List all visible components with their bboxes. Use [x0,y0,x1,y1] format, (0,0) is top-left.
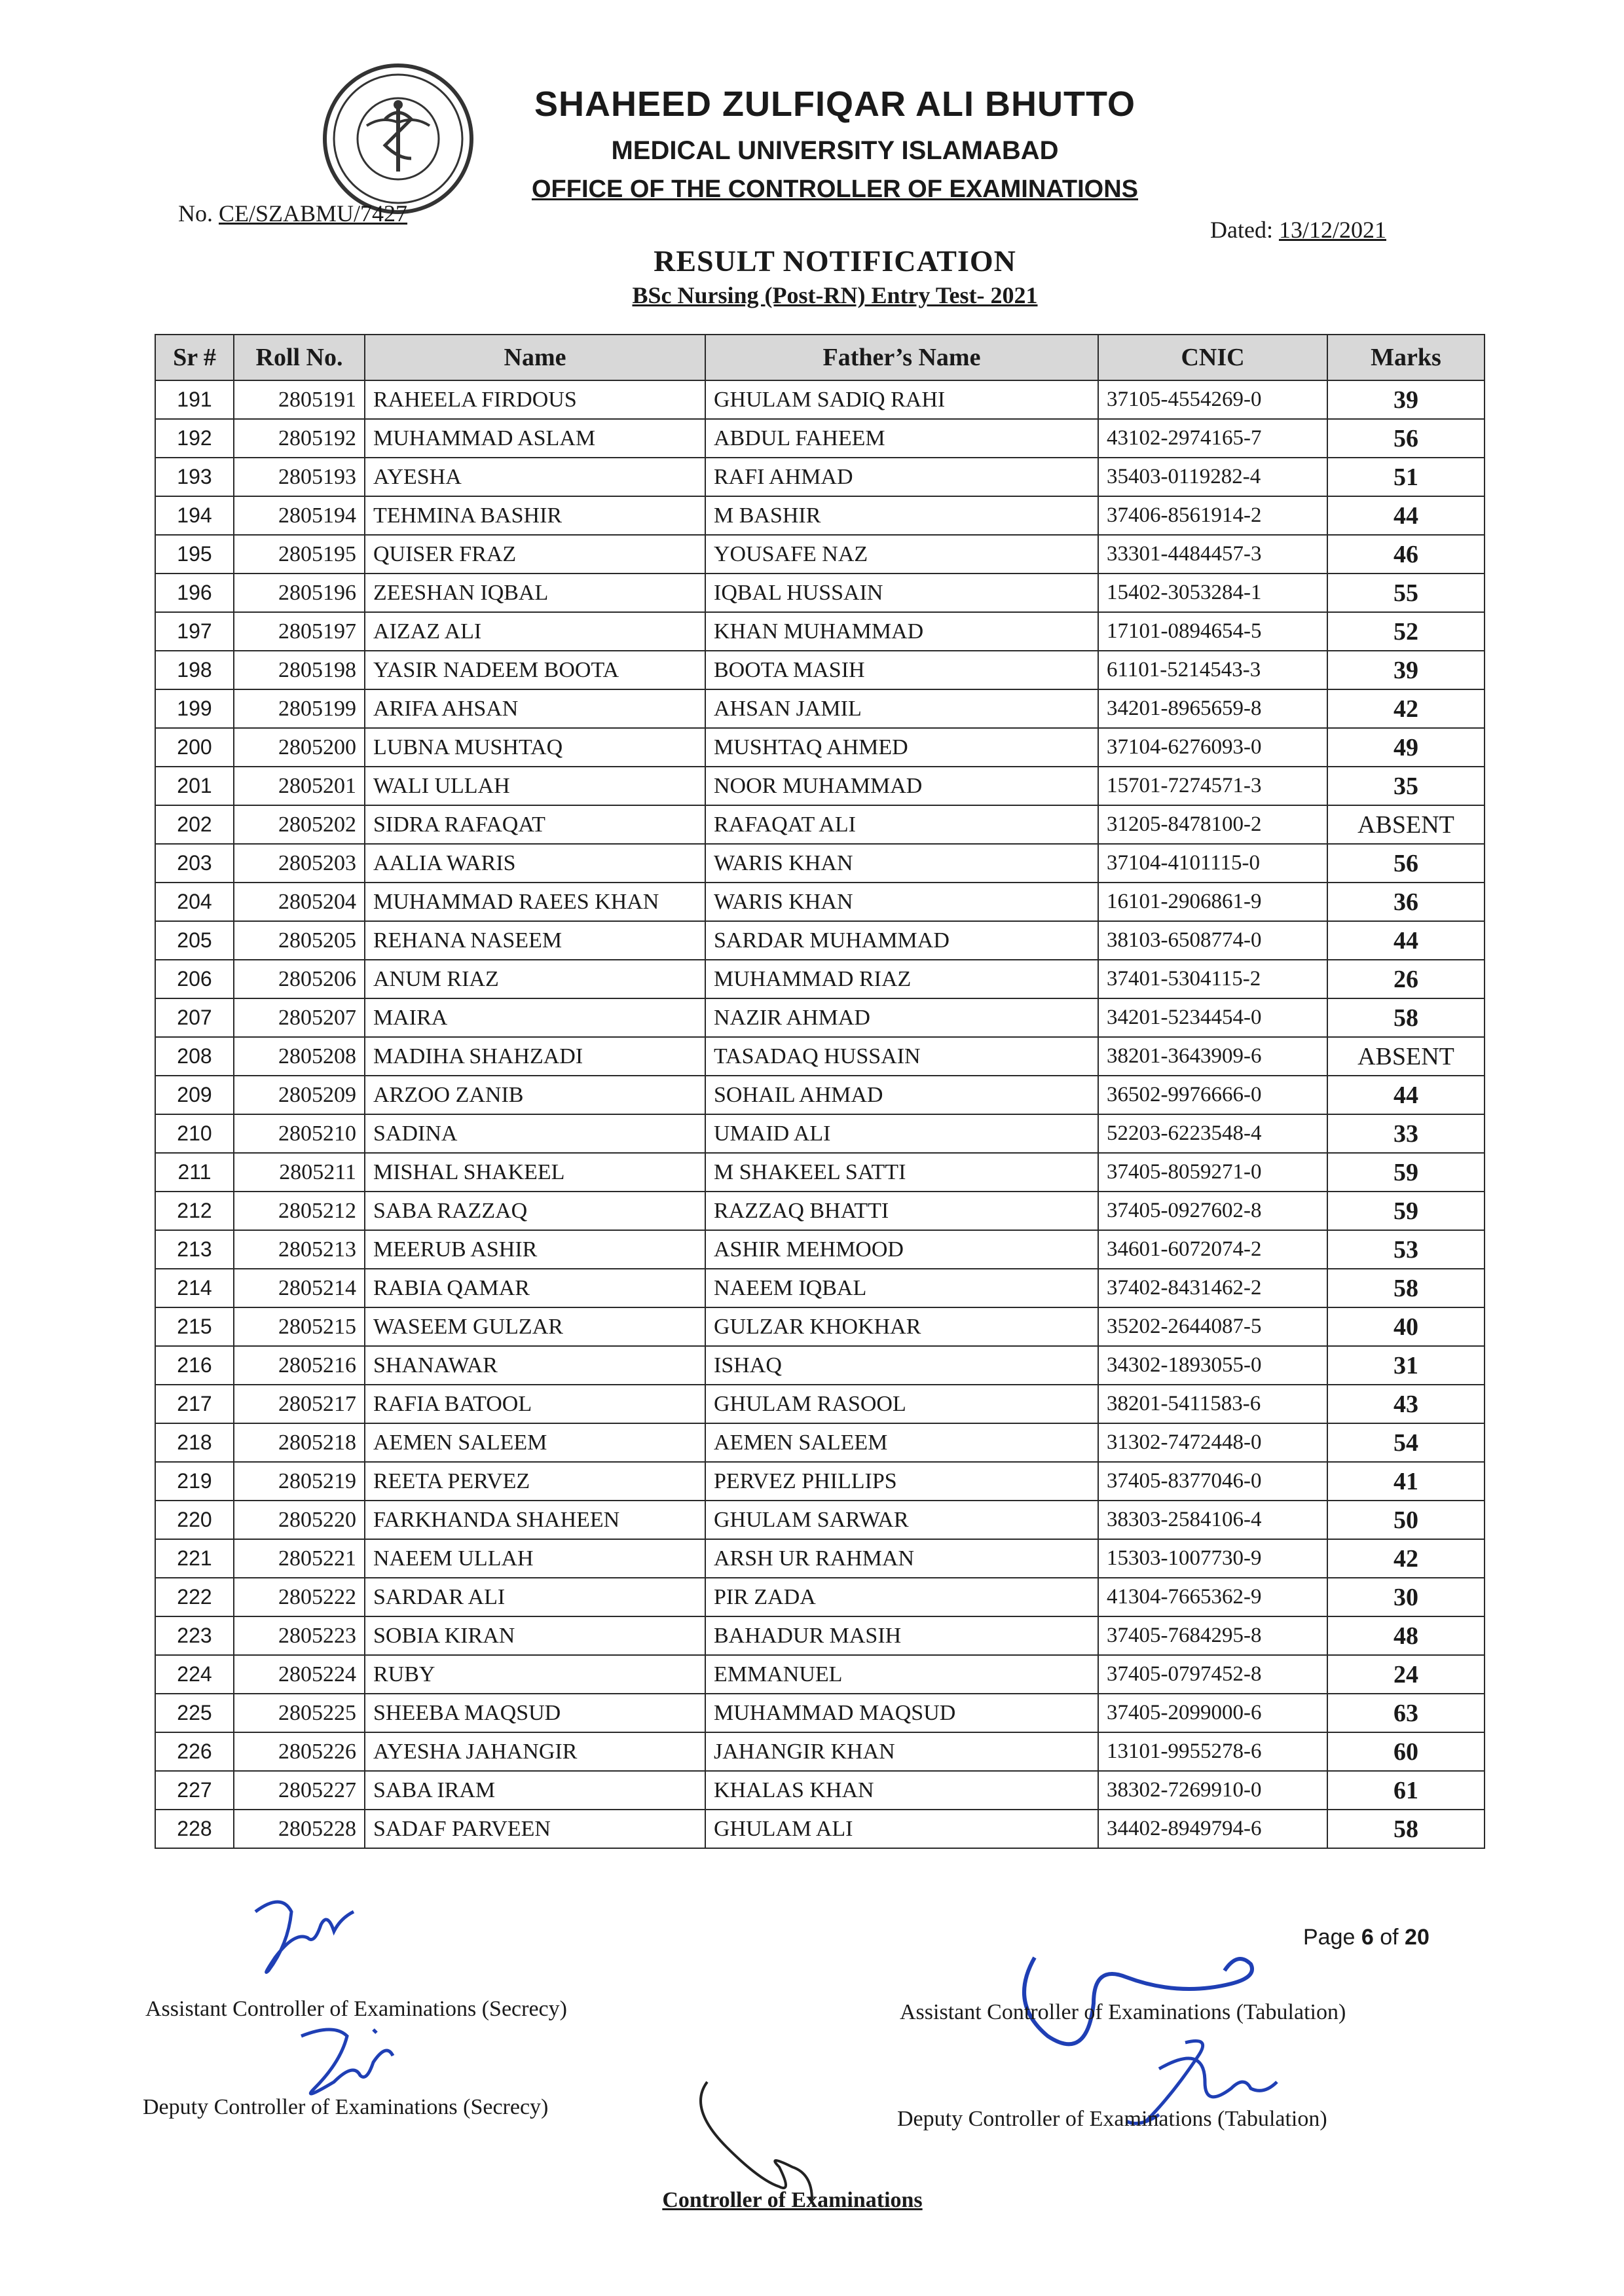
cell-name: SARDAR ALI [365,1578,705,1616]
cell-roll: 2805228 [234,1810,365,1848]
table-row [155,535,1485,574]
cell-name: ARIFA AHSAN [365,689,705,728]
cell-name: AYESHA [365,458,705,496]
cell-father: KHAN MUHAMMAD [705,612,1098,651]
cell-roll: 2805203 [234,844,365,883]
cell-roll: 2805227 [234,1771,365,1810]
cell-name: WALI ULLAH [365,767,705,805]
table-row [155,1192,1485,1230]
cell-sr: 194 [155,496,234,535]
table-row [155,767,1485,805]
cell-father: NAZIR AHMAD [705,998,1098,1037]
cell-father: SOHAIL AHMAD [705,1076,1098,1114]
cell-cnic: 37402-8431462-2 [1098,1269,1327,1307]
cell-sr: 217 [155,1385,234,1423]
cell-name: RAHEELA FIRDOUS [365,380,705,419]
cell-father: GHULAM RASOOL [705,1385,1098,1423]
cell-cnic: 34201-5234454-0 [1098,998,1327,1037]
cell-marks: 61 [1327,1771,1485,1810]
cell-marks: 40 [1327,1307,1485,1346]
cell-cnic: 15402-3053284-1 [1098,574,1327,612]
cell-sr: 218 [155,1423,234,1462]
cell-name: RAFIA BATOOL [365,1385,705,1423]
cell-marks: 41 [1327,1462,1485,1501]
label-asst-tabulation: Assistant Controller of Examinations (Tabulation) [900,2000,1346,2024]
cell-marks: 51 [1327,458,1485,496]
cell-sr: 212 [155,1192,234,1230]
cell-roll: 2805220 [234,1501,365,1539]
cell-cnic: 43102-2974165-7 [1098,419,1327,458]
cell-father: RAFI AHMAD [705,458,1098,496]
cell-name: ANUM RIAZ [365,960,705,998]
table-row [155,960,1485,998]
cell-sr: 227 [155,1771,234,1810]
table-row [155,1771,1485,1810]
cell-cnic: 37405-0797452-8 [1098,1655,1327,1694]
cell-father: AEMEN SALEEM [705,1423,1098,1462]
cell-cnic: 37405-8377046-0 [1098,1462,1327,1501]
cell-cnic: 37406-8561914-2 [1098,496,1327,535]
table-row [155,883,1485,921]
cell-sr: 205 [155,921,234,960]
university-name-line1: SHAHEED ZULFIQAR ALI BHUTTO [534,84,1135,124]
cell-sr: 225 [155,1694,234,1732]
cell-roll: 2805217 [234,1385,365,1423]
cell-cnic: 35202-2644087-5 [1098,1307,1327,1346]
table-row [155,1114,1485,1153]
cell-cnic: 34201-8965659-8 [1098,689,1327,728]
cell-cnic: 31302-7472448-0 [1098,1423,1327,1462]
table-row [155,844,1485,883]
cell-marks: ABSENT [1327,1037,1485,1076]
cell-marks: 53 [1327,1230,1485,1269]
cell-cnic: 38302-7269910-0 [1098,1771,1327,1810]
cell-marks: 44 [1327,1076,1485,1114]
cell-marks: 44 [1327,921,1485,960]
cell-sr: 192 [155,419,234,458]
table-row [155,1346,1485,1385]
cell-father: MUHAMMAD RIAZ [705,960,1098,998]
cell-cnic: 61101-5214543-3 [1098,651,1327,689]
cell-cnic: 36502-9976666-0 [1098,1076,1327,1114]
cell-father: SARDAR MUHAMMAD [705,921,1098,960]
cell-sr: 202 [155,805,234,844]
cell-name: SHEEBA MAQSUD [365,1694,705,1732]
cell-roll: 2805198 [234,651,365,689]
column-header-sr: Sr # [155,335,234,380]
cell-father: PIR ZADA [705,1578,1098,1616]
cell-marks: 43 [1327,1385,1485,1423]
cell-roll: 2805197 [234,612,365,651]
cell-name: LUBNA MUSHTAQ [365,728,705,767]
cell-name: SOBIA KIRAN [365,1616,705,1655]
table-row [155,1076,1485,1114]
university-name-line2: MEDICAL UNIVERSITY ISLAMABAD [611,136,1059,165]
cell-cnic: 31205-8478100-2 [1098,805,1327,844]
cell-father: UMAID ALI [705,1114,1098,1153]
cell-father: GHULAM ALI [705,1810,1098,1848]
cell-cnic: 35403-0119282-4 [1098,458,1327,496]
table-row [155,998,1485,1037]
cell-marks: 42 [1327,689,1485,728]
cell-marks: 24 [1327,1655,1485,1694]
cell-name: REHANA NASEEM [365,921,705,960]
reference-value: CE/SZABMU/7427 [219,200,408,227]
cell-marks: 56 [1327,844,1485,883]
cell-name: QUISER FRAZ [365,535,705,574]
table-row [155,921,1485,960]
table-row [155,728,1485,767]
page-current: 6 [1361,1925,1374,1950]
table-row [155,419,1485,458]
cell-roll: 2805216 [234,1346,365,1385]
cell-father: IQBAL HUSSAIN [705,574,1098,612]
cell-name: REETA PERVEZ [365,1462,705,1501]
cell-father: GHULAM SARWAR [705,1501,1098,1539]
cell-sr: 203 [155,844,234,883]
result-table [155,334,1485,1849]
table-row [155,1501,1485,1539]
cell-name: NAEEM ULLAH [365,1539,705,1578]
cell-roll: 2805191 [234,380,365,419]
cell-father: PERVEZ PHILLIPS [705,1462,1098,1501]
cell-father: BOOTA MASIH [705,651,1098,689]
cell-father: RAZZAQ BHATTI [705,1192,1098,1230]
column-header-marks: Marks [1327,335,1485,380]
cell-roll: 2805200 [234,728,365,767]
cell-father: GULZAR KHOKHAR [705,1307,1098,1346]
cell-sr: 215 [155,1307,234,1346]
cell-marks: 42 [1327,1539,1485,1578]
cell-cnic: 37405-0927602-8 [1098,1192,1327,1230]
cell-marks: 63 [1327,1694,1485,1732]
cell-marks: 26 [1327,960,1485,998]
cell-marks: 36 [1327,883,1485,921]
cell-father: KHALAS KHAN [705,1771,1098,1810]
table-row [155,1732,1485,1771]
cell-marks: 50 [1327,1501,1485,1539]
cell-marks: 49 [1327,728,1485,767]
cell-father: NAEEM IQBAL [705,1269,1098,1307]
page-of: of [1373,1925,1405,1950]
cell-sr: 228 [155,1810,234,1848]
cell-sr: 222 [155,1578,234,1616]
cell-sr: 206 [155,960,234,998]
cell-marks: 58 [1327,998,1485,1037]
cell-name: MEERUB ASHIR [365,1230,705,1269]
cell-roll: 2805226 [234,1732,365,1771]
cell-marks: 56 [1327,419,1485,458]
cell-sr: 226 [155,1732,234,1771]
cell-sr: 207 [155,998,234,1037]
cell-cnic: 33301-4484457-3 [1098,535,1327,574]
column-header-cnic: CNIC [1098,335,1327,380]
cell-roll: 2805192 [234,419,365,458]
table-row [155,1694,1485,1732]
signature-deputy-secrecy-icon [275,2016,406,2108]
cell-name: RABIA QAMAR [365,1269,705,1307]
page-number [1303,1925,1430,1950]
column-header-roll: Roll No. [234,335,365,380]
cell-father: YOUSAFE NAZ [705,535,1098,574]
cell-cnic: 37405-7684295-8 [1098,1616,1327,1655]
cell-sr: 201 [155,767,234,805]
cell-sr: 210 [155,1114,234,1153]
cell-roll: 2805206 [234,960,365,998]
table-row [155,1423,1485,1462]
cell-name: SABA RAZZAQ [365,1192,705,1230]
cell-cnic: 38201-5411583-6 [1098,1385,1327,1423]
document-title: RESULT NOTIFICATION [654,244,1016,278]
cell-sr: 204 [155,883,234,921]
cell-cnic: 37105-4554269-0 [1098,380,1327,419]
cell-roll: 2805223 [234,1616,365,1655]
document-subtitle: BSc Nursing (Post-RN) Entry Test- 2021 [632,282,1038,308]
cell-cnic: 37104-6276093-0 [1098,728,1327,767]
cell-father: M BASHIR [705,496,1098,535]
cell-father: GHULAM SADIQ RAHI [705,380,1098,419]
cell-roll: 2805221 [234,1539,365,1578]
cell-roll: 2805213 [234,1230,365,1269]
table-row [155,1578,1485,1616]
cell-name: MUHAMMAD RAEES KHAN [365,883,705,921]
cell-roll: 2805224 [234,1655,365,1694]
cell-sr: 195 [155,535,234,574]
cell-roll: 2805210 [234,1114,365,1153]
cell-cnic: 37104-4101115-0 [1098,844,1327,883]
cell-father: ISHAQ [705,1346,1098,1385]
cell-sr: 220 [155,1501,234,1539]
cell-roll: 2805212 [234,1192,365,1230]
cell-father: MUSHTAQ AHMED [705,728,1098,767]
table-row [155,689,1485,728]
cell-sr: 208 [155,1037,234,1076]
cell-name: SHANAWAR [365,1346,705,1385]
date-line [1210,216,1386,244]
cell-marks: 48 [1327,1616,1485,1655]
cell-name: MUHAMMAD ASLAM [365,419,705,458]
cell-name: TEHMINA BASHIR [365,496,705,535]
cell-father: JAHANGIR KHAN [705,1732,1098,1771]
table-row [155,1655,1485,1694]
cell-roll: 2805222 [234,1578,365,1616]
cell-name: AIZAZ ALI [365,612,705,651]
table-row [155,1539,1485,1578]
cell-name: MADIHA SHAHZADI [365,1037,705,1076]
cell-roll: 2805196 [234,574,365,612]
table-row [155,496,1485,535]
office-name: OFFICE OF THE CONTROLLER OF EXAMINATIONS [531,175,1139,203]
cell-father: WARIS KHAN [705,844,1098,883]
table-row [155,458,1485,496]
cell-father: WARIS KHAN [705,883,1098,921]
cell-sr: 219 [155,1462,234,1501]
cell-cnic: 17101-0894654-5 [1098,612,1327,651]
cell-name: SIDRA RAFAQAT [365,805,705,844]
cell-sr: 198 [155,651,234,689]
cell-roll: 2805202 [234,805,365,844]
reference-label: No. [178,200,213,227]
cell-marks: 52 [1327,612,1485,651]
cell-sr: 216 [155,1346,234,1385]
cell-sr: 211 [155,1153,234,1192]
cell-sr: 191 [155,380,234,419]
cell-marks: 58 [1327,1810,1485,1848]
cell-father: RAFAQAT ALI [705,805,1098,844]
label-asst-secrecy: Assistant Controller of Examinations (Secrecy) [145,1997,567,2021]
signature-asst-secrecy-icon [229,1886,373,1984]
cell-roll: 2805214 [234,1269,365,1307]
cell-roll: 2805209 [234,1076,365,1114]
cell-roll: 2805195 [234,535,365,574]
cell-marks: 33 [1327,1114,1485,1153]
cell-cnic: 38103-6508774-0 [1098,921,1327,960]
cell-name: SADAF PARVEEN [365,1810,705,1848]
cell-marks: 60 [1327,1732,1485,1771]
cell-cnic: 38303-2584106-4 [1098,1501,1327,1539]
table-row [155,1153,1485,1192]
cell-sr: 214 [155,1269,234,1307]
cell-cnic: 37405-8059271-0 [1098,1153,1327,1192]
reference-number [178,200,407,227]
table-row [155,1385,1485,1423]
cell-roll: 2805207 [234,998,365,1037]
cell-roll: 2805204 [234,883,365,921]
cell-marks: 39 [1327,651,1485,689]
cell-name: FARKHANDA SHAHEEN [365,1501,705,1539]
cell-marks: 39 [1327,380,1485,419]
table-header-row [155,335,1485,380]
cell-roll: 2805193 [234,458,365,496]
label-deputy-secrecy: Deputy Controller of Examinations (Secrecy) [143,2095,549,2119]
table-row [155,1037,1485,1076]
cell-name: YASIR NADEEM BOOTA [365,651,705,689]
cell-marks: 59 [1327,1192,1485,1230]
label-deputy-tabulation: Deputy Controller of Examinations (Tabulation) [897,2107,1327,2131]
cell-cnic: 37405-2099000-6 [1098,1694,1327,1732]
page-prefix: Page [1303,1925,1361,1950]
cell-cnic: 15701-7274571-3 [1098,767,1327,805]
cell-roll: 2805215 [234,1307,365,1346]
cell-marks: 30 [1327,1578,1485,1616]
cell-name: MISHAL SHAKEEL [365,1153,705,1192]
cell-father: TASADAQ HUSSAIN [705,1037,1098,1076]
cell-cnic: 34302-1893055-0 [1098,1346,1327,1385]
cell-father: ARSH UR RAHMAN [705,1539,1098,1578]
cell-marks: 46 [1327,535,1485,574]
cell-cnic: 34402-8949794-6 [1098,1810,1327,1848]
cell-cnic: 37401-5304115-2 [1098,960,1327,998]
cell-cnic: 15303-1007730-9 [1098,1539,1327,1578]
cell-name: ZEESHAN IQBAL [365,574,705,612]
cell-name: SADINA [365,1114,705,1153]
cell-name: MAIRA [365,998,705,1037]
cell-cnic: 41304-7665362-9 [1098,1578,1327,1616]
cell-name: AALIA WARIS [365,844,705,883]
cell-roll: 2805219 [234,1462,365,1501]
table-row [155,1269,1485,1307]
cell-sr: 209 [155,1076,234,1114]
cell-sr: 200 [155,728,234,767]
cell-marks: 59 [1327,1153,1485,1192]
cell-marks: 44 [1327,496,1485,535]
cell-father: EMMANUEL [705,1655,1098,1694]
cell-father: NOOR MUHAMMAD [705,767,1098,805]
label-controller: Controller of Examinations [662,2188,923,2212]
cell-sr: 197 [155,612,234,651]
cell-name: AYESHA JAHANGIR [365,1732,705,1771]
cell-father: AHSAN JAMIL [705,689,1098,728]
date-value: 13/12/2021 [1278,217,1386,243]
table-row [155,612,1485,651]
column-header-father: Father’s Name [705,335,1098,380]
cell-roll: 2805201 [234,767,365,805]
cell-marks: ABSENT [1327,805,1485,844]
table-row [155,1810,1485,1848]
table-row [155,1307,1485,1346]
cell-sr: 196 [155,574,234,612]
cell-marks: 54 [1327,1423,1485,1462]
cell-father: ABDUL FAHEEM [705,419,1098,458]
cell-sr: 193 [155,458,234,496]
cell-father: ASHIR MEHMOOD [705,1230,1098,1269]
cell-marks: 55 [1327,574,1485,612]
cell-sr: 221 [155,1539,234,1578]
table-row [155,574,1485,612]
date-label: Dated: [1210,217,1273,243]
cell-name: SABA IRAM [365,1771,705,1810]
cell-roll: 2805208 [234,1037,365,1076]
cell-roll: 2805194 [234,496,365,535]
table-row [155,380,1485,419]
cell-cnic: 16101-2906861-9 [1098,883,1327,921]
cell-cnic: 13101-9955278-6 [1098,1732,1327,1771]
table-row [155,1616,1485,1655]
cell-father: MUHAMMAD MAQSUD [705,1694,1098,1732]
cell-father: M SHAKEEL SATTI [705,1153,1098,1192]
cell-cnic: 52203-6223548-4 [1098,1114,1327,1153]
cell-roll: 2805205 [234,921,365,960]
cell-name: RUBY [365,1655,705,1694]
cell-marks: 35 [1327,767,1485,805]
table-row [155,1462,1485,1501]
cell-name: ARZOO ZANIB [365,1076,705,1114]
table-row [155,651,1485,689]
cell-sr: 213 [155,1230,234,1269]
cell-roll: 2805199 [234,689,365,728]
cell-roll: 2805211 [234,1153,365,1192]
cell-roll: 2805225 [234,1694,365,1732]
table-row [155,805,1485,844]
cell-sr: 199 [155,689,234,728]
table-row [155,1230,1485,1269]
cell-sr: 224 [155,1655,234,1694]
cell-marks: 58 [1327,1269,1485,1307]
page-total: 20 [1405,1925,1430,1950]
cell-name: AEMEN SALEEM [365,1423,705,1462]
cell-cnic: 34601-6072074-2 [1098,1230,1327,1269]
cell-marks: 31 [1327,1346,1485,1385]
cell-sr: 223 [155,1616,234,1655]
cell-name: WASEEM GULZAR [365,1307,705,1346]
cell-cnic: 38201-3643909-6 [1098,1037,1327,1076]
column-header-name: Name [365,335,705,380]
cell-roll: 2805218 [234,1423,365,1462]
cell-father: BAHADUR MASIH [705,1616,1098,1655]
